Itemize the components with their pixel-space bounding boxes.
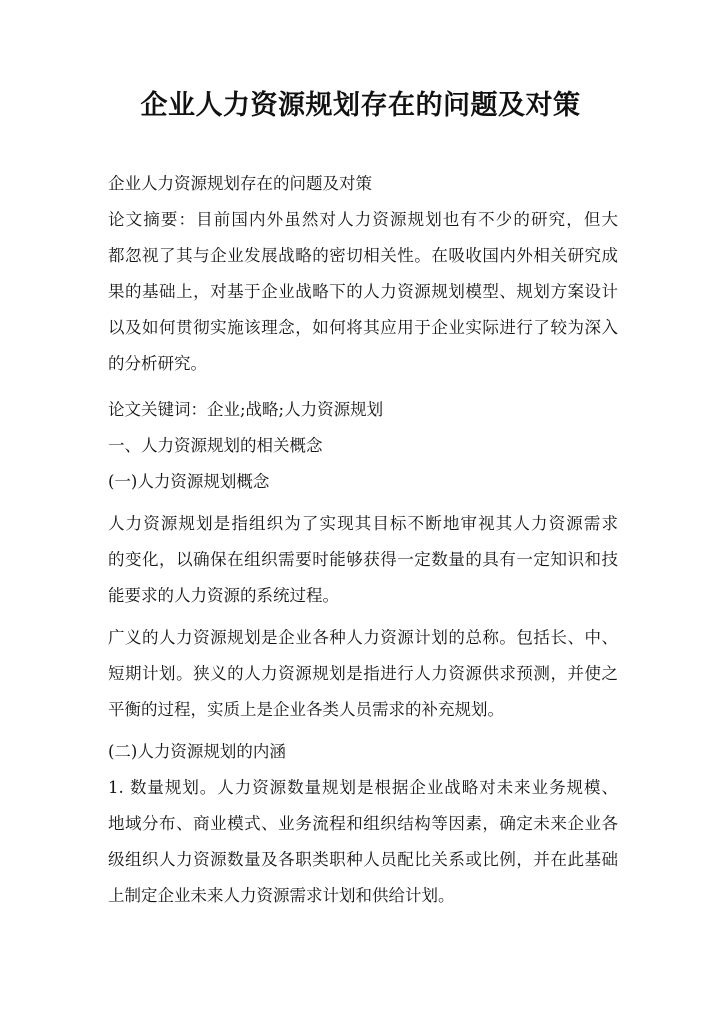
paragraph-line: 论文摘要：目前国内外虽然对人力资源规划也有不少的研究，但大 <box>108 210 618 229</box>
paragraph-line: 地域分布、商业模式、业务流程和组织结构等因素，确定未来企业各 <box>108 814 618 833</box>
paragraph-line: 论文关键词：企业;战略;人力资源规划 <box>108 400 384 419</box>
paragraph-line: 果的基础上，对基于企业战略下的人力资源规划模型、规划方案设计 <box>108 282 618 301</box>
paragraph-line: 1. 数量规划。人力资源数量规划是根据企业战略对未来业务规模、 <box>108 778 618 797</box>
paragraph-line: 短期计划。狭义的人力资源规划是指进行人力资源供求预测，并使之 <box>108 664 618 683</box>
paragraph-line: 的分析研究。 <box>108 354 207 373</box>
paragraph-line: (一)人力资源规划概念 <box>108 472 270 491</box>
paragraph-line: 级组织人力资源数量及各职类职种人员配比关系或比例，并在此基础 <box>108 850 618 869</box>
paragraph-line: 的变化，以确保在组织需要时能够获得一定数量的具有一定知识和技 <box>108 550 618 569</box>
paragraph-line: (二)人力资源规划的内涵 <box>108 742 286 761</box>
paragraph-line: 以及如何贯彻实施该理念，如何将其应用于企业实际进行了较为深入 <box>108 318 618 337</box>
paragraph-line: 上制定企业未来人力资源需求计划和供给计划。 <box>108 886 455 905</box>
paragraph-line: 人力资源规划是指组织为了实现其目标不断地审视其人力资源需求 <box>108 514 618 533</box>
paragraph-line: 能要求的人力资源的系统过程。 <box>108 586 339 605</box>
paragraph-line: 广义的人力资源规划是企业各种人力资源计划的总称。包括长、中、 <box>108 628 618 647</box>
paragraph-line: 一、人力资源规划的相关概念 <box>108 436 323 455</box>
paragraph-line: 企业人力资源规划存在的问题及对策 <box>108 174 372 193</box>
paragraph-line: 都忽视了其与企业发展战略的密切相关性。在吸收国内外相关研究成 <box>108 246 618 265</box>
paragraph-line: 平衡的过程，实质上是企业各类人员需求的补充规划。 <box>108 700 504 719</box>
document-title: 企业人力资源规划存在的问题及对策 <box>140 90 581 121</box>
